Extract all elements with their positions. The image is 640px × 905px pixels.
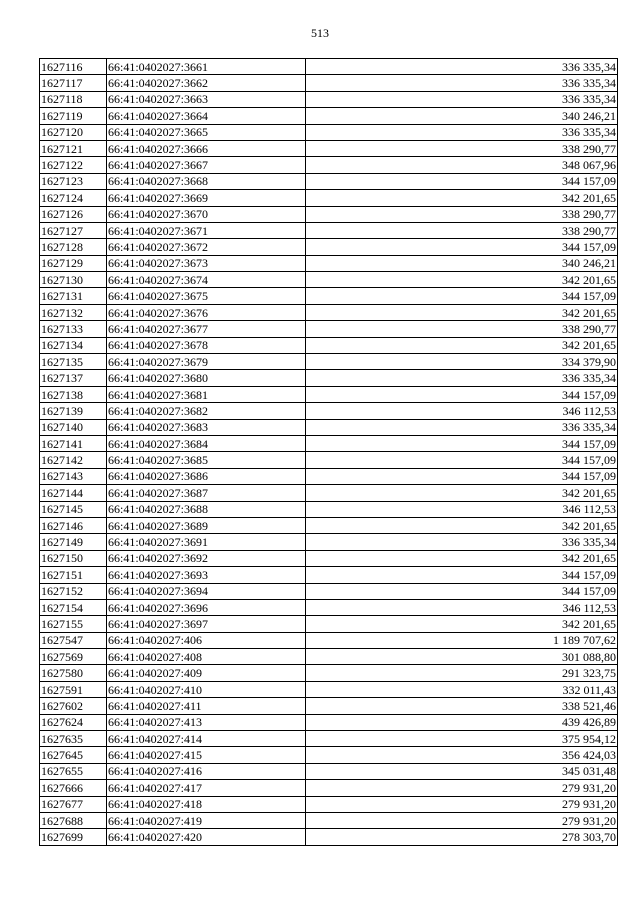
table-row [40,272,618,288]
row-id-cell: 1627140 [40,419,107,435]
row-id-cell: 1627624 [40,714,107,730]
row-id-cell: 1627124 [40,190,107,206]
value-cell: 346 112,53 [306,599,618,615]
value-cell: 338 290,77 [306,140,618,156]
row-id-cell: 1627154 [40,599,107,615]
cadastral-number-cell: 66:41:0402027:3681 [107,386,306,402]
cadastral-number-cell: 66:41:0402027:3680 [107,370,306,386]
cadastral-number-cell: 66:41:0402027:414 [107,731,306,747]
value-cell: 348 067,96 [306,157,618,173]
cadastral-number-cell: 66:41:0402027:420 [107,829,306,845]
row-id-cell: 1627133 [40,321,107,337]
registry-table-body [40,59,618,846]
cadastral-number-cell: 66:41:0402027:415 [107,747,306,763]
cadastral-number-cell: 66:41:0402027:3667 [107,157,306,173]
cadastral-number-cell: 66:41:0402027:3676 [107,304,306,320]
value-cell: 344 157,09 [306,386,618,402]
row-id-cell: 1627138 [40,386,107,402]
table-row [40,812,618,828]
cadastral-number-cell: 66:41:0402027:416 [107,763,306,779]
row-id-cell: 1627547 [40,632,107,648]
table-row [40,796,618,812]
table-row [40,419,618,435]
value-cell: 338 290,77 [306,222,618,238]
cadastral-number-cell: 66:41:0402027:3668 [107,173,306,189]
table-row [40,534,618,550]
cadastral-number-cell: 66:41:0402027:3662 [107,75,306,91]
row-id-cell: 1627139 [40,403,107,419]
row-id-cell: 1627149 [40,534,107,550]
table-row [40,714,618,730]
row-id-cell: 1627666 [40,780,107,796]
cadastral-number-cell: 66:41:0402027:3679 [107,354,306,370]
table-row [40,304,618,320]
value-cell: 342 201,65 [306,337,618,353]
cadastral-number-cell: 66:41:0402027:3665 [107,124,306,140]
table-row [40,829,618,845]
value-cell: 301 088,80 [306,649,618,665]
row-id-cell: 1627141 [40,435,107,451]
cadastral-number-cell: 66:41:0402027:406 [107,632,306,648]
cadastral-number-cell: 66:41:0402027:3674 [107,272,306,288]
cadastral-number-cell: 66:41:0402027:419 [107,812,306,828]
table-row [40,255,618,271]
table-row [40,501,618,517]
row-id-cell: 1627122 [40,157,107,173]
row-id-cell: 1627135 [40,354,107,370]
table-row [40,124,618,140]
table-row [40,763,618,779]
table-row [40,386,618,402]
row-id-cell: 1627142 [40,452,107,468]
value-cell: 340 246,21 [306,255,618,271]
row-id-cell: 1627123 [40,173,107,189]
table-row [40,140,618,156]
table-row [40,485,618,501]
row-id-cell: 1627132 [40,304,107,320]
value-cell: 338 290,77 [306,206,618,222]
row-id-cell: 1627130 [40,272,107,288]
row-id-cell: 1627126 [40,206,107,222]
row-id-cell: 1627131 [40,288,107,304]
cadastral-number-cell: 66:41:0402027:3697 [107,616,306,632]
value-cell: 340 246,21 [306,108,618,124]
cadastral-number-cell: 66:41:0402027:3678 [107,337,306,353]
row-id-cell: 1627580 [40,665,107,681]
row-id-cell: 1627129 [40,255,107,271]
row-id-cell: 1627116 [40,59,107,75]
value-cell: 342 201,65 [306,517,618,533]
cadastral-number-cell: 66:41:0402027:3693 [107,567,306,583]
table-row [40,157,618,173]
table-row [40,780,618,796]
table-row [40,665,618,681]
value-cell: 278 303,70 [306,829,618,845]
cadastral-number-cell: 66:41:0402027:3696 [107,599,306,615]
table-row [40,681,618,697]
row-id-cell: 1627134 [40,337,107,353]
table-row [40,649,618,665]
value-cell: 346 112,53 [306,501,618,517]
table-row [40,452,618,468]
row-id-cell: 1627677 [40,796,107,812]
value-cell: 342 201,65 [306,616,618,632]
row-id-cell: 1627688 [40,812,107,828]
value-cell: 344 157,09 [306,435,618,451]
cadastral-number-cell: 66:41:0402027:3683 [107,419,306,435]
table-row [40,747,618,763]
value-cell: 279 931,20 [306,796,618,812]
cadastral-number-cell: 66:41:0402027:3663 [107,91,306,107]
table-row [40,468,618,484]
cadastral-number-cell: 66:41:0402027:410 [107,681,306,697]
row-id-cell: 1627143 [40,468,107,484]
table-row [40,173,618,189]
page-number: 513 [311,26,329,40]
cadastral-number-cell: 66:41:0402027:3684 [107,435,306,451]
table-row [40,190,618,206]
value-cell: 344 157,09 [306,239,618,255]
value-cell: 336 335,34 [306,59,618,75]
table-row [40,583,618,599]
table-row [40,75,618,91]
table-row [40,698,618,714]
value-cell: 332 011,43 [306,681,618,697]
row-id-cell: 1627602 [40,698,107,714]
cadastral-number-cell: 66:41:0402027:3691 [107,534,306,550]
value-cell: 291 323,75 [306,665,618,681]
value-cell: 342 201,65 [306,550,618,566]
row-id-cell: 1627151 [40,567,107,583]
value-cell: 345 031,48 [306,763,618,779]
cadastral-number-cell: 66:41:0402027:3694 [107,583,306,599]
value-cell: 336 335,34 [306,91,618,107]
row-id-cell: 1627635 [40,731,107,747]
value-cell: 336 335,34 [306,124,618,140]
row-id-cell: 1627117 [40,75,107,91]
cadastral-number-cell: 66:41:0402027:417 [107,780,306,796]
cadastral-number-cell: 66:41:0402027:3664 [107,108,306,124]
cadastral-number-cell: 66:41:0402027:3677 [107,321,306,337]
row-id-cell: 1627155 [40,616,107,632]
table-row [40,91,618,107]
row-id-cell: 1627655 [40,763,107,779]
row-id-cell: 1627121 [40,140,107,156]
cadastral-number-cell: 66:41:0402027:3687 [107,485,306,501]
value-cell: 336 335,34 [306,534,618,550]
table-row [40,550,618,566]
cadastral-number-cell: 66:41:0402027:3686 [107,468,306,484]
table-row [40,435,618,451]
cadastral-number-cell: 66:41:0402027:3661 [107,59,306,75]
row-id-cell: 1627152 [40,583,107,599]
row-id-cell: 1627145 [40,501,107,517]
table-row [40,354,618,370]
value-cell: 344 157,09 [306,173,618,189]
value-cell: 356 424,03 [306,747,618,763]
table-row [40,616,618,632]
value-cell: 439 426,89 [306,714,618,730]
table-row [40,731,618,747]
cadastral-number-cell: 66:41:0402027:3692 [107,550,306,566]
row-id-cell: 1627569 [40,649,107,665]
value-cell: 338 521,46 [306,698,618,714]
value-cell: 279 931,20 [306,780,618,796]
cadastral-number-cell: 66:41:0402027:3673 [107,255,306,271]
table-row [40,288,618,304]
cadastral-number-cell: 66:41:0402027:3670 [107,206,306,222]
row-id-cell: 1627150 [40,550,107,566]
cadastral-number-cell: 66:41:0402027:408 [107,649,306,665]
row-id-cell: 1627645 [40,747,107,763]
cadastral-number-cell: 66:41:0402027:409 [107,665,306,681]
row-id-cell: 1627146 [40,517,107,533]
cadastral-number-cell: 66:41:0402027:3682 [107,403,306,419]
value-cell: 344 157,09 [306,468,618,484]
cadastral-number-cell: 66:41:0402027:413 [107,714,306,730]
value-cell: 342 201,65 [306,485,618,501]
value-cell: 279 931,20 [306,812,618,828]
value-cell: 1 189 707,62 [306,632,618,648]
cadastral-number-cell: 66:41:0402027:418 [107,796,306,812]
table-row [40,321,618,337]
table-row [40,370,618,386]
value-cell: 336 335,34 [306,419,618,435]
value-cell: 342 201,65 [306,272,618,288]
row-id-cell: 1627144 [40,485,107,501]
table-row [40,337,618,353]
cadastral-number-cell: 66:41:0402027:3688 [107,501,306,517]
table-row [40,632,618,648]
table-row [40,567,618,583]
row-id-cell: 1627137 [40,370,107,386]
registry-table [39,58,618,846]
row-id-cell: 1627119 [40,108,107,124]
table-row [40,599,618,615]
cadastral-number-cell: 66:41:0402027:411 [107,698,306,714]
value-cell: 375 954,12 [306,731,618,747]
table-row [40,222,618,238]
value-cell: 344 157,09 [306,452,618,468]
row-id-cell: 1627591 [40,681,107,697]
value-cell: 344 157,09 [306,288,618,304]
value-cell: 342 201,65 [306,190,618,206]
value-cell: 342 201,65 [306,304,618,320]
row-id-cell: 1627118 [40,91,107,107]
row-id-cell: 1627128 [40,239,107,255]
value-cell: 346 112,53 [306,403,618,419]
cadastral-number-cell: 66:41:0402027:3675 [107,288,306,304]
cadastral-number-cell: 66:41:0402027:3685 [107,452,306,468]
table-row [40,108,618,124]
value-cell: 344 157,09 [306,583,618,599]
table-row [40,517,618,533]
value-cell: 338 290,77 [306,321,618,337]
cadastral-number-cell: 66:41:0402027:3689 [107,517,306,533]
table-row [40,239,618,255]
table-row [40,403,618,419]
cadastral-number-cell: 66:41:0402027:3669 [107,190,306,206]
table-row [40,206,618,222]
cadastral-number-cell: 66:41:0402027:3671 [107,222,306,238]
cadastral-number-cell: 66:41:0402027:3672 [107,239,306,255]
row-id-cell: 1627120 [40,124,107,140]
table-row [40,59,618,75]
value-cell: 336 335,34 [306,75,618,91]
row-id-cell: 1627127 [40,222,107,238]
value-cell: 334 379,90 [306,354,618,370]
cadastral-number-cell: 66:41:0402027:3666 [107,140,306,156]
row-id-cell: 1627699 [40,829,107,845]
value-cell: 344 157,09 [306,567,618,583]
value-cell: 336 335,34 [306,370,618,386]
